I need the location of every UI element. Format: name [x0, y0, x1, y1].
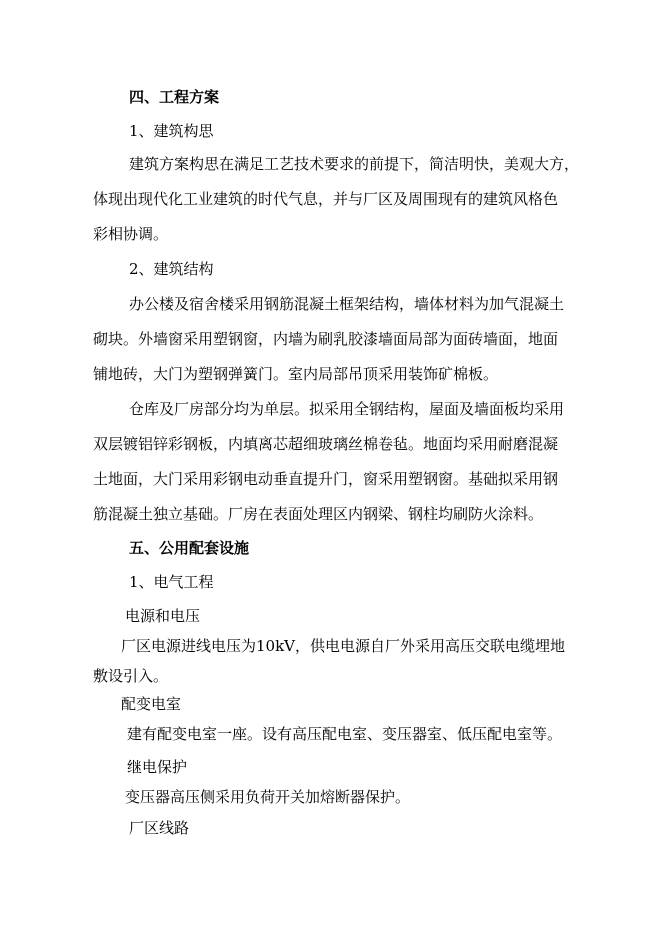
paragraph-line: 敷设引入。 — [93, 667, 169, 685]
power-heading: 电源和电压 — [125, 607, 201, 625]
relay-heading: 继电保护 — [127, 758, 188, 776]
paragraph-line: 体现出现代化工业建筑的时代气息，并与厂区及周围现有的建筑风格色 — [93, 190, 559, 208]
paragraph-line: 变压器高压侧采用负荷开关加熔断器保护。 — [125, 788, 411, 806]
subsection-2-heading: 2、建筑结构 — [129, 260, 214, 278]
substation-heading: 配变电室 — [121, 695, 182, 713]
paragraph-line: 建有配变电室一座。设有高压配电室、变压器室、低压配电室等。 — [127, 725, 563, 743]
paragraph-line: 厂区电源进线电压为10kV，供电电源自厂外采用高压交联电缆埋地 — [121, 637, 566, 655]
section-5-title: 五、公用配套设施 — [129, 539, 250, 557]
section-4-title: 四、工程方案 — [129, 88, 220, 106]
paragraph-line: 双层镀铝锌彩钢板，内填离芯超细玻璃丝棉卷毡。地面均采用耐磨混凝 — [93, 435, 559, 453]
paragraph-line: 建筑方案构思在满足工艺技术要求的前提下，简洁明快，美观大方， — [129, 155, 580, 173]
subsection-1-heading: 1、建筑构思 — [129, 122, 214, 140]
paragraph-line: 土地面，大门采用彩钢电动垂直提升门，窗采用塑钢窗。基础拟采用钢 — [93, 470, 559, 488]
paragraph-line: 砌块。外墙窗采用塑钢窗，内墙为刷乳胶漆墙面局部为面砖墙面，地面 — [93, 330, 559, 348]
paragraph-line: 仓库及厂房部分均为单层。拟采用全钢结构，屋面及墙面板均采用 — [129, 400, 565, 418]
lines-heading: 厂区线路 — [129, 819, 190, 837]
paragraph-line: 筋混凝土独立基础。厂房在表面处理区内钢梁、钢柱均刷防火涂料。 — [93, 505, 544, 523]
paragraph-line: 彩相协调。 — [93, 225, 169, 243]
paragraph-line: 办公楼及宿舍楼采用钢筋混凝土框架结构，墙体材料为加气混凝土 — [129, 295, 565, 313]
paragraph-line: 铺地砖，大门为塑钢弹簧门。室内局部吊顶采用装饰矿棉板。 — [93, 365, 499, 383]
subsection-electrical-heading: 1、电气工程 — [129, 573, 214, 591]
